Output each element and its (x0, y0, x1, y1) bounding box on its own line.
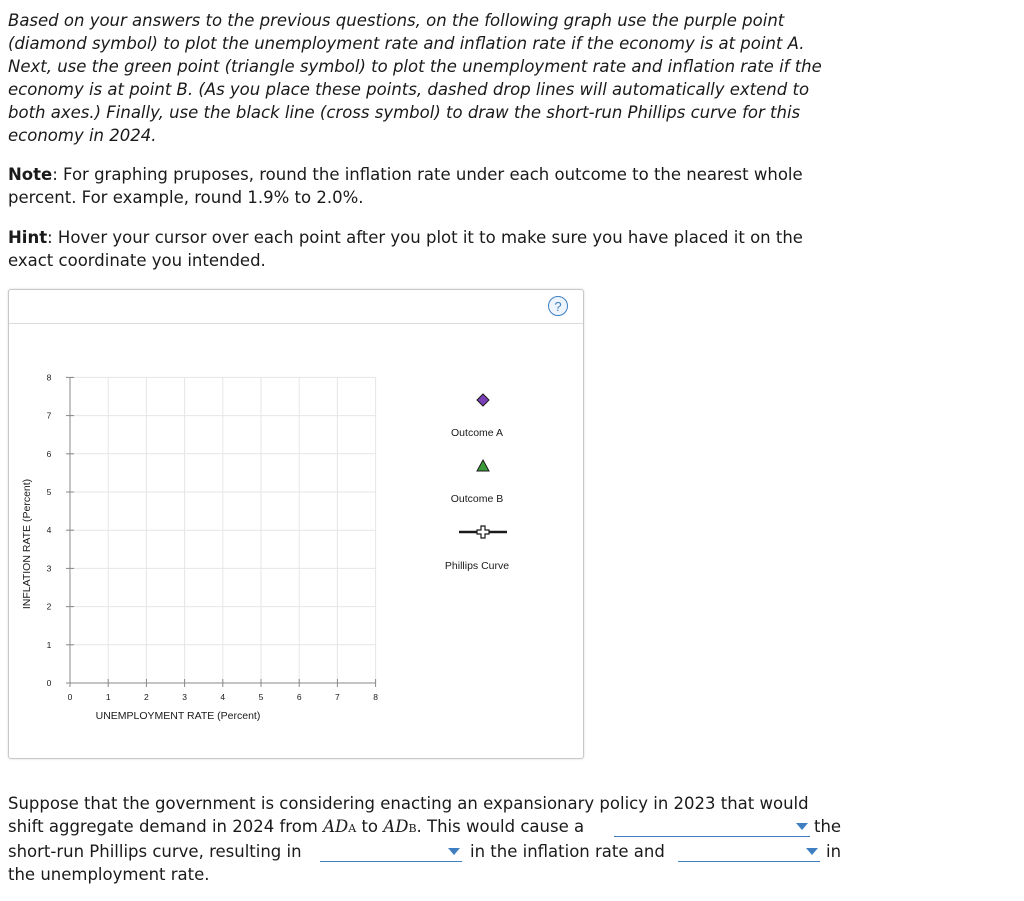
x-tick-label: 7 (335, 692, 340, 702)
x-tick-label: 3 (182, 692, 187, 702)
y-tick-label: 2 (46, 601, 52, 612)
y-tick-label: 0 (46, 678, 52, 688)
x-tick-label: 8 (373, 692, 378, 702)
y-tick-label: 5 (46, 487, 52, 497)
instructions-paragraph (8, 9, 858, 147)
note-paragraph (8, 163, 858, 209)
question-text: to (356, 817, 384, 836)
note-text: : For graphing pruposes, round the inflation rate under each outcome to the nearest whole (52, 165, 803, 184)
x-tick-label: 2 (144, 692, 149, 702)
x-tick-label: 1 (105, 692, 111, 702)
instructions-line: economy in 2024. (8, 126, 157, 145)
question-line-1: Suppose that the government is considering enacting an expansionary policy in 2023 that would (8, 794, 809, 813)
instructions-line: (diamond symbol) to plot the unemployment rate and inflation rate if the economy is at point A. (8, 34, 805, 53)
shift-dropdown[interactable] (614, 816, 810, 837)
y-tick-label: 8 (46, 372, 52, 383)
x-tick-label: 0 (67, 692, 73, 702)
ad-b-label: ADB (383, 817, 417, 836)
y-tick-label: 3 (46, 563, 52, 574)
note-label: Note (8, 165, 53, 184)
y-tick-label: 6 (46, 448, 52, 459)
hint-paragraph (8, 226, 858, 272)
y-tick-label: 1 (46, 639, 52, 650)
palette-label: Outcome A (451, 427, 503, 439)
unemployment-dropdown[interactable] (678, 841, 820, 862)
x-tick-label: 6 (296, 692, 302, 702)
palette-label: Outcome B (450, 493, 504, 505)
instructions-line: Next, use the green point (triangle symbol) to plot the unemployment rate and inflation rate if the (8, 57, 822, 76)
question-text: in the inflation rate and (470, 842, 665, 861)
cross-icon (477, 526, 489, 538)
question-text: the (814, 817, 842, 836)
y-axis-label: INFLATION RATE (Percent) (21, 478, 33, 610)
hint-text-2: exact coordinate you intended. (8, 251, 266, 270)
question-line-4: the unemployment rate. (8, 865, 210, 884)
x-tick-label: 5 (258, 692, 264, 702)
question-text: shift aggregate demand in 2024 from (8, 817, 324, 836)
graph-svg (9, 290, 583, 758)
palette-label: Phillips Curve (444, 560, 510, 572)
plot-area[interactable] (47, 372, 379, 702)
instructions-line: economy is at point B. (As you place these points, dashed drop lines will automatically extend to (8, 80, 810, 99)
x-tick-label: 4 (220, 692, 226, 702)
question-text: . This would cause a (416, 817, 585, 836)
question-paragraph (8, 792, 858, 886)
hint-text: : Hover your cursor over each point after you plot it to make sure you have placed it on the (47, 228, 803, 247)
ad-a-label: ADA (323, 817, 357, 836)
diamond-icon[interactable] (477, 394, 489, 406)
help-icon[interactable]: ? (548, 296, 568, 316)
question-text: in (826, 842, 842, 861)
question-text: short-run Phillips curve, resulting in (8, 842, 302, 861)
cross-line-icon[interactable] (459, 526, 507, 538)
instructions-line: Based on your answers to the previous questions, on the following graph use the purple point (8, 11, 785, 30)
x-axis-label: UNEMPLOYMENT RATE (Percent) (95, 710, 261, 722)
note-text-2: percent. For example, round 1.9% to 2.0%. (8, 188, 364, 207)
y-tick-label: 4 (46, 525, 52, 536)
inflation-dropdown[interactable] (320, 841, 462, 862)
graph-panel (8, 289, 584, 759)
symbol-palette (445, 394, 509, 572)
hint-label: Hint (8, 228, 48, 247)
instructions-line: both axes.) Finally, use the black line (cross symbol) to draw the short-run Phillips curve for this (8, 103, 801, 122)
triangle-icon[interactable] (477, 460, 489, 471)
y-tick-label: 7 (46, 410, 52, 421)
